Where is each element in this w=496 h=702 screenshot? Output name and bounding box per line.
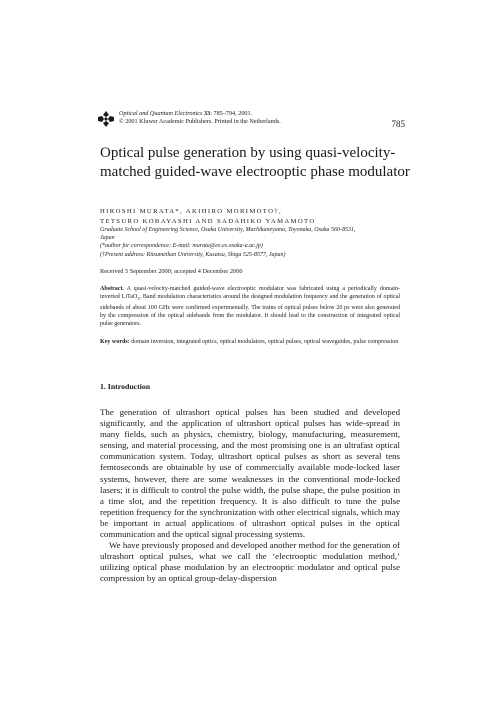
section-heading: 1. Introduction — [100, 382, 151, 391]
author-line-1: HIROSHI MURATA*, AKIHIRO MORIMOTO†, — [100, 208, 283, 215]
journal-info — [119, 110, 389, 126]
affiliation — [100, 226, 400, 259]
title-line-2: matched guided-wave electrooptic phase modulator — [100, 164, 410, 180]
copyright-line: © 2001 Kluwer Academic Publishers. Printed in the Netherlands. — [119, 118, 281, 126]
author-list — [100, 207, 400, 226]
journal-name: Optical and Quantum Electronics — [119, 110, 203, 117]
abstract-text-a: A quasi-velocity-matched guided-wave electrooptic modulator was fabricated using a periodically domain-inverted LiTaO — [100, 286, 400, 301]
present-address-note: (†Present address: Ritsumeikan University, Kusatsu, Shiga 525-8577, Japan) — [100, 251, 286, 258]
journal-header — [97, 110, 405, 132]
abstract-text-b: . Band modulation characteristics around the designed modulation frequency and the generation of optical sidebands of about 100 GHz were confirmed experimentally. The trains of optical pulses below 20 ps were also generated by the compression of the optical sidebands from the modulator. It should lead to the construction of integrated optical pulse generators. — [100, 294, 400, 328]
author-line-2: TETSURO KOBAYASHI AND SADAHIKO YAMAMOTO — [100, 217, 316, 225]
abstract-subscript: 3 — [137, 296, 140, 302]
affiliation-line-2: Japan — [100, 235, 115, 242]
correspondence-note: (*author for correspondence: E-mail: murata@ee.es.osaka-u.ac.jp) — [100, 243, 263, 250]
abstract-label: Abstract. — [100, 286, 125, 292]
journal-volume: 33 — [204, 110, 211, 117]
publisher-logo-icon — [97, 110, 115, 128]
abstract — [100, 285, 400, 328]
keywords — [100, 338, 400, 346]
journal-pages: : 785–794, 2001. — [210, 110, 253, 117]
keywords-text: domain inversion, integrated optics, optical modulators, optical pulses, optical waveguides, pulse compression — [129, 339, 399, 345]
affiliation-line-1: Graduate School of Engineering Science, Osaka University, Machikaneyama, Toyonaka, Osaka 560-8531, — [100, 227, 356, 233]
introduction-body — [100, 407, 400, 585]
paragraph-2: We have previously proposed and developed another method for the generation of ultrashort optical pulses, what we call the ‘electrooptic modulation method,’ utilizing optical phase modulation by an electrooptic modulator and optical pulse compression by an optical group-delay-dispersion — [100, 540, 400, 584]
received-dates: Received 5 September 2000; accepted 4 December 2000 — [100, 268, 243, 275]
paragraph-1: The generation of ultrashort optical pulses has been studied and developed significantly, and the application of ultrashort optical pulses has wide-spread in many fields, such as physics, chemistry, biology, manufacturing, measurement, sensing, and material processing, and the most promising one is an ultrafast optical communication system. Today, ultrashort optical pulses as short as several tens femtoseconds are obtainable by use of commercially available mode-locked laser systems, however, there are some weaknesses in the conventional mode-locked lasers; it is difficult to control the pulse width, the pulse shape, the pulse position in a time slot, and the repetition frequency. It is also difficult to tune the pulse repetition frequency for the synchronization with other electrical signals, which may be important in actual applications of ultrashort optical pulses in the optical communication and the optical signal processing systems. — [100, 407, 400, 540]
page-number: 785 — [391, 119, 405, 129]
title-line-1: Optical pulse generation by using quasi-velocity- — [100, 145, 396, 161]
article-title — [100, 144, 410, 182]
keywords-label: Key words: — [100, 339, 130, 345]
